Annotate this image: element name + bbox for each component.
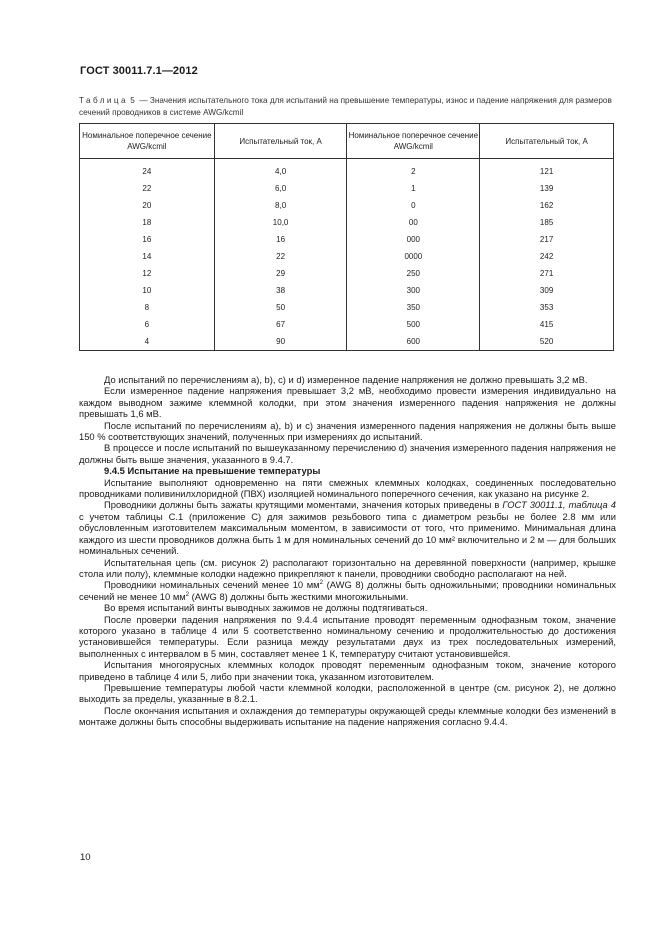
- table-cell: 217: [480, 231, 614, 248]
- paragraph: Испытание выполняют одновременно на пяти смежных клеммных колодках, соединенных последовательно проводниками поливинилхлоридной (ПВХ) изоляцией номинального поперечного сечения, как указано на рисунке 2.: [79, 476, 616, 500]
- paragraph: После испытаний по перечислениям a), b) и c) значения измеренного падения напряжения не должны быть выше 150 % соответствующих значений, полученных при измерениях до испытаний.: [79, 419, 616, 443]
- table-cell: 6: [80, 316, 215, 333]
- table-cell: 121: [480, 163, 614, 180]
- table-cell: 162: [480, 197, 614, 214]
- table-cell: 29: [214, 265, 347, 282]
- paragraph-part: с учетом таблицы С.1 (приложение С) для зажимов резьбового типа с диаметром резьбы не более 2.8 мм или обусловленным изготовителем максимальным моментом, в зависимости от того, что применимо. Минимальная длина каждого из шести проводников должна быть 1 м для номинальных сечений до 10 мм² включительно и 2 м — для больших номинальных сечений.: [79, 510, 616, 557]
- paragraph: До испытаний по перечислениям a), b), c) и d) измеренное падение напряжения не должно превышать 3,2 мВ.: [104, 374, 588, 385]
- table-cell: 4,0: [214, 163, 347, 180]
- table-cell: 22: [80, 180, 215, 197]
- table-cell: 22: [214, 248, 347, 265]
- table-cell: 00: [347, 214, 480, 231]
- table-caption-number: 5: [130, 96, 138, 105]
- table-cell: 271: [480, 265, 614, 282]
- table-cell: 0: [347, 197, 480, 214]
- table-caption: [79, 95, 615, 119]
- table-cell: 415: [480, 316, 614, 333]
- table-cell: 20: [80, 197, 215, 214]
- table-cell: 520: [480, 333, 614, 351]
- table-cell: 14: [80, 248, 215, 265]
- section-heading-9-4-5: 9.4.5 Испытание на превышение температуры: [104, 465, 321, 477]
- table-cell: 250: [347, 265, 480, 282]
- standard-reference: ГОСТ 30011.1, таблица 4: [502, 499, 616, 511]
- table-cell: 12: [80, 265, 215, 282]
- table-caption-text: — Значения испытательного тока для испытаний на превышение температуры, износ и падение напряжения для размеров сечений проводников в системе AWG/kcmil: [79, 96, 612, 117]
- table-row: [80, 299, 614, 316]
- paragraph: Если измеренное падение напряжения превышает 3,2 мВ, необходимо провести измерения индивидуально на каждом выводном зажиме клеммной колодки, при этом значения измеренного падения напряжения не должны превышать 1,6 мВ.: [79, 385, 616, 420]
- table-cell: 500: [347, 316, 480, 333]
- paragraph-part: Проводники должны быть зажаты крутящими моментами, значения которых приведены в: [104, 499, 503, 511]
- table-cell: 50: [214, 299, 347, 316]
- paragraph: [79, 579, 616, 602]
- col-header-section-1: Номинальное поперечное сечение AWG/kcmil: [80, 124, 215, 159]
- table-cell: 4: [80, 333, 215, 351]
- table-cell: 600: [347, 333, 480, 351]
- awg-test-current-table: [79, 123, 614, 351]
- table-cell: 000: [347, 231, 480, 248]
- table-row: [80, 333, 614, 351]
- table-cell: 16: [214, 231, 347, 248]
- table-cell: 185: [480, 214, 614, 231]
- paragraph: В процессе и после испытаний по вышеуказанному перечислению d) значения измеренного падения напряжения не должны быть выше значения, указанного в 9.4.7.: [79, 442, 616, 465]
- table-caption-label: Таблица: [79, 96, 128, 105]
- table-row: [80, 163, 614, 180]
- superscript: 2: [319, 580, 323, 587]
- paragraph-part: (AWG 8) должны быть одножильными; проводники номинальных сечений не менее 10 мм: [79, 579, 616, 602]
- paragraph: После окончания испытания и охлаждения до температуры окружающей среды клеммные колодки без изменений в монтаже должны быть способны выдерживать испытание на падение напряжения согласно 9.4.4.: [79, 704, 616, 728]
- col-header-current-1: Испытательный ток, А: [214, 124, 347, 159]
- table-row: [80, 180, 614, 197]
- table-cell: 16: [80, 231, 215, 248]
- table-cell: 350: [347, 299, 480, 316]
- table-cell: 67: [214, 316, 347, 333]
- table-cell: 18: [80, 214, 215, 231]
- table-cell: 2: [347, 163, 480, 180]
- document-header: ГОСТ 30011.7.1—2012: [80, 65, 198, 77]
- paragraph: Испытания многоярусных клеммных колодок проводят переменным однофазным током, значение которого приведено в таблице 4 или 5, либо при значении тока, указанном изготовителем.: [79, 659, 616, 682]
- paragraph: Испытательная цепь (см. рисунок 2) располагают горизонтально на деревянной поверхности (например, крышке стола или полу), клеммные колодки надежно прикрепляют к панели, проводники свободно располагают на ней.: [79, 556, 616, 579]
- table-cell: 10: [80, 282, 215, 299]
- table-cell: 38: [214, 282, 347, 299]
- table-cell: 8: [80, 299, 215, 316]
- table-cell: 309: [480, 282, 614, 299]
- table-cell: 1: [347, 180, 480, 197]
- table-cell: 0000: [347, 248, 480, 265]
- table-row: [80, 214, 614, 231]
- table-cell: 242: [480, 248, 614, 265]
- table-cell: 353: [480, 299, 614, 316]
- page-number: 10: [80, 852, 91, 863]
- table-row: [80, 248, 614, 265]
- superscript: 2: [185, 591, 190, 598]
- col-header-current-2: Испытательный ток, А: [480, 124, 614, 159]
- col-header-section-2: Номинальное поперечное сечение AWG/kcmil: [347, 124, 480, 159]
- table-row: [80, 265, 614, 282]
- paragraph: [79, 499, 616, 556]
- paragraph: После проверки падения напряжения по 9.4.4 испытание проводят переменным однофазным током, значение которого указано в таблице 4 или 5 соответственно номинальному сечению и продолжительностью до достижения установившейся температуры. Если разница между результатами двух из трех последовательных измерений, выполненных с интервалом в 5 мин, составляет менее 1 К, температуру считают установившейся.: [79, 613, 616, 659]
- table-cell: 139: [480, 180, 614, 197]
- table-cell: 10,0: [214, 214, 347, 231]
- table-row: [80, 197, 614, 214]
- paragraph-part: (AWG 8) должны быть жесткими многожильными.: [189, 590, 409, 602]
- table-cell: 6,0: [214, 180, 347, 197]
- paragraph: Превышение температуры любой части клеммной колодки, расположенной в центре (см. рисунок 2), не должно выходить за пределы, указанные в 8.2.1.: [79, 681, 616, 705]
- table-row: [80, 231, 614, 248]
- paragraph: Во время испытаний винты выводных зажимов не должны подтягиваться.: [104, 602, 428, 614]
- body-text: [79, 374, 616, 728]
- table-cell: 8,0: [214, 197, 347, 214]
- table-cell: 90: [214, 333, 347, 351]
- table-row: [80, 282, 614, 299]
- table-cell: 24: [80, 163, 215, 180]
- table-row: [80, 316, 614, 333]
- table-header-row: [80, 124, 614, 159]
- paragraph-part: Проводники номинальных сечений менее 10 мм: [104, 579, 320, 591]
- table-cell: 300: [347, 282, 480, 299]
